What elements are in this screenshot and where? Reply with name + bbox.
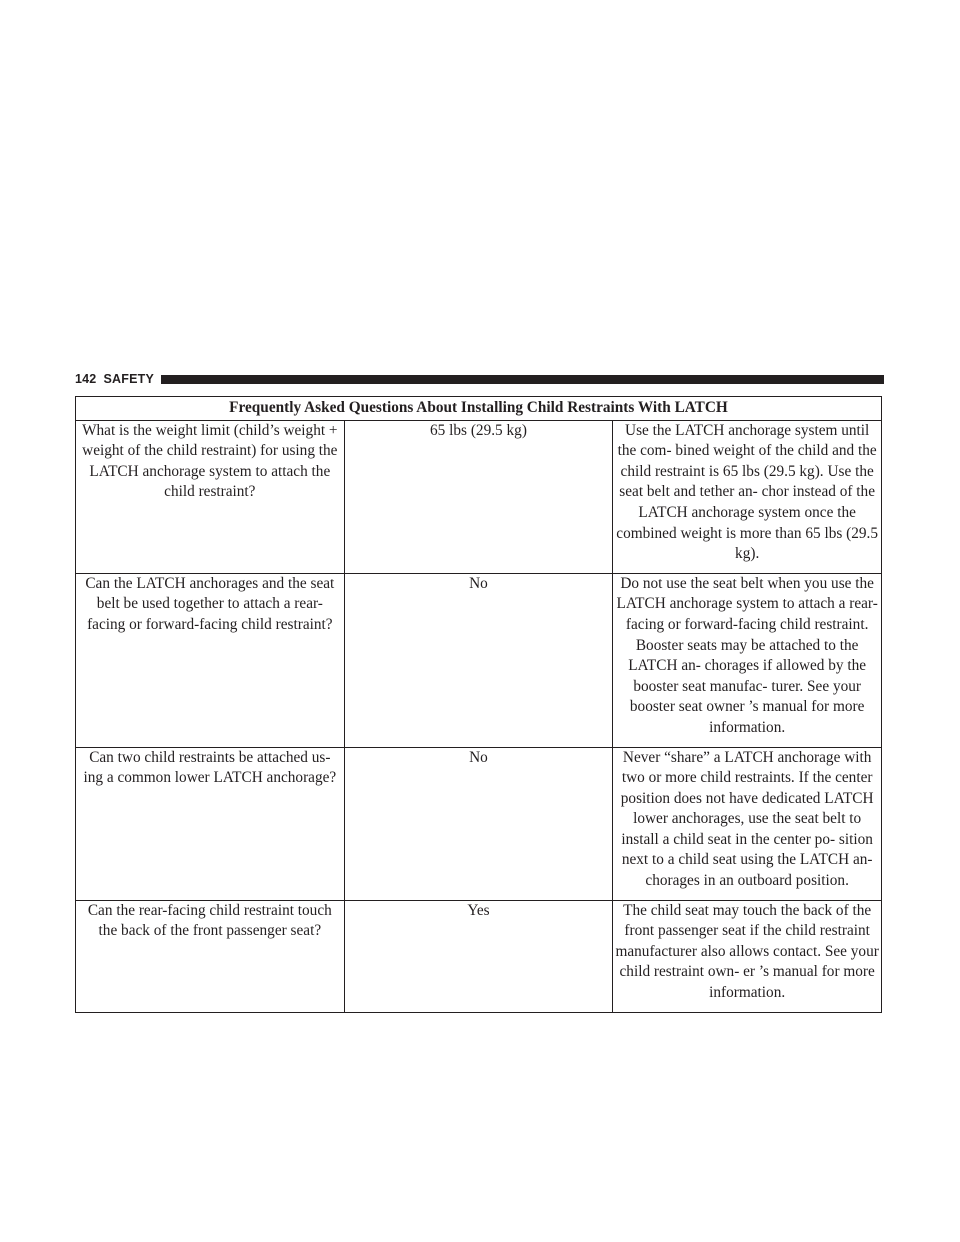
details-paragraph: Do not use the seat belt when you use the LATCH anchorage system to attach a rear-facing or forward-facing child restraint. — [616, 574, 878, 633]
answer-cell: No — [344, 573, 613, 747]
section-title: SAFETY — [103, 372, 154, 386]
details-cell: Never “share” a LATCH anchorage with two or more child restraints. If the center position does not have dedicated LATCH lower anchorages, use the seat belt to install a child seat in the center po- sition next to a child seat using the LATCH an- chorages in an outboard position. — [613, 747, 882, 900]
table-row — [76, 747, 882, 900]
details-cell — [613, 573, 882, 747]
details-paragraph: Booster seats may be attached to the LATCH an- chorages if allowed by the booster seat manufac- turer. See your booster seat owner ’s manual for more information. — [628, 636, 867, 736]
table-header-row — [76, 397, 882, 421]
page-header — [75, 368, 884, 390]
page-number: 142 — [75, 372, 97, 386]
faq-table — [75, 396, 882, 1013]
table-row — [76, 420, 882, 573]
question-cell: Can two child restraints be attached us- ing a common lower LATCH anchorage? — [76, 747, 345, 900]
question-cell: What is the weight limit (child’s weight + weight of the child restraint) for using the LATCH anchorage system to attach the child restraint? — [76, 420, 345, 573]
table-row — [76, 900, 882, 1012]
header-rule — [161, 375, 884, 384]
details-cell: The child seat may touch the back of the front passenger seat if the child restraint manufacturer also allows contact. See your child restraint own- er ’s manual for more information. — [613, 900, 882, 1012]
table-row — [76, 573, 882, 747]
question-cell: Can the LATCH anchorages and the seat belt be used together to attach a rear- facing or forward-facing child restraint? — [76, 573, 345, 747]
question-cell: Can the rear-facing child restraint touch the back of the front passenger seat? — [76, 900, 345, 1012]
table-title: Frequently Asked Questions About Installing Child Restraints With LATCH — [76, 397, 882, 421]
answer-cell: 65 lbs (29.5 kg) — [344, 420, 613, 573]
details-cell: Use the LATCH anchorage system until the com- bined weight of the child and the child restraint is 65 lbs (29.5 kg). Use the seat belt and tether an- chor instead of the LATCH anchorage system once the combined weight is more than 65 lbs (29.5 kg). — [613, 420, 882, 573]
answer-cell: Yes — [344, 900, 613, 1012]
answer-cell: No — [344, 747, 613, 900]
